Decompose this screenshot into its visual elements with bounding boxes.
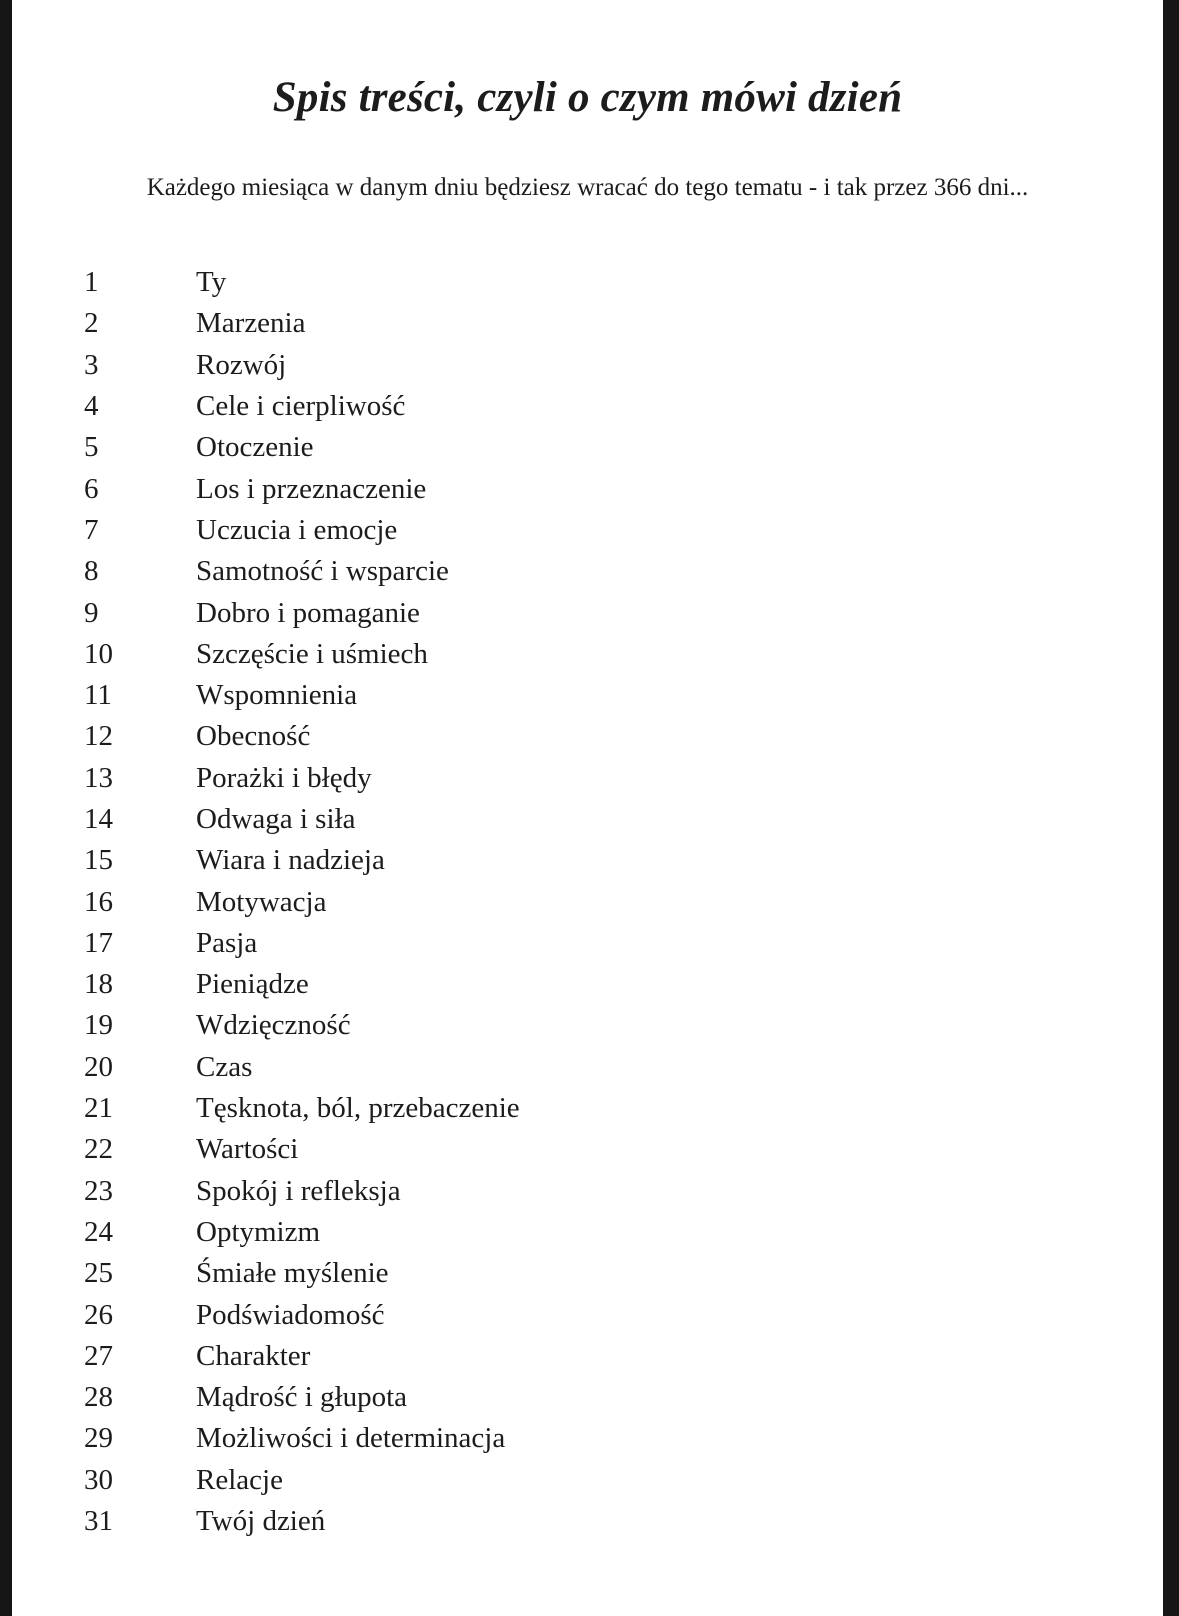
toc-entry xyxy=(84,386,520,427)
toc-entry-label: Tęsknota, ból, przebaczenie xyxy=(196,1092,520,1125)
toc-entry-number: 8 xyxy=(84,555,99,588)
toc-entry-label: Otoczenie xyxy=(196,431,314,464)
toc-entry-number: 12 xyxy=(84,720,113,753)
toc-entry-label: Uczucia i emocje xyxy=(196,513,398,546)
page-subtitle: Każdego miesiąca w danym dniu będziesz wracać do tego tematu - i tak przez 366 dni... xyxy=(146,174,1029,201)
toc-entry xyxy=(84,303,520,344)
toc-entry-number: 27 xyxy=(84,1339,113,1372)
toc-entry-label: Wiara i nadzieja xyxy=(196,844,385,877)
toc-entry-label: Samotność i wsparcie xyxy=(196,555,449,588)
toc-entry-number: 20 xyxy=(84,1050,113,1083)
toc-entry xyxy=(84,1501,520,1542)
toc-entry-label: Relacje xyxy=(196,1463,283,1496)
toc-entry xyxy=(84,1212,520,1253)
toc-entry-number: 9 xyxy=(84,596,99,629)
toc-entry-label: Los i przeznaczenie xyxy=(196,472,427,505)
toc-entry-number: 3 xyxy=(84,348,99,381)
toc-entry-label: Spokój i refleksja xyxy=(196,1174,401,1207)
toc-entry xyxy=(84,881,520,922)
toc-entry xyxy=(84,1171,520,1212)
toc-entry-label: Porażki i błędy xyxy=(196,761,372,794)
toc-entry-number: 11 xyxy=(84,679,112,712)
toc-entry xyxy=(84,1129,520,1170)
toc-entry xyxy=(84,758,520,799)
page-title: Spis treści, czyli o czym mówi dzień xyxy=(272,74,903,121)
toc-entry xyxy=(84,1294,520,1335)
toc-entry-number: 14 xyxy=(84,803,113,835)
toc-entry xyxy=(84,1460,520,1501)
toc-entry xyxy=(84,1377,520,1418)
toc-entry xyxy=(84,634,520,675)
toc-entry-number: 24 xyxy=(84,1215,113,1248)
toc-entry-number: 19 xyxy=(84,1009,113,1042)
toc-entry-number: 28 xyxy=(84,1381,113,1414)
toc-entry-label: Wartości xyxy=(196,1133,299,1166)
toc-entry-number: 21 xyxy=(84,1092,113,1125)
toc-entry-label: Rozwój xyxy=(196,348,287,381)
toc-entry-label: Dobro i pomaganie xyxy=(196,596,420,629)
toc-entry-label: Śmiałe myślenie xyxy=(196,1257,389,1290)
toc-entry-number: 26 xyxy=(84,1298,113,1331)
toc-entry-label: Pasja xyxy=(196,926,258,959)
toc-entry-number: 25 xyxy=(84,1257,113,1290)
toc-entry-number: 6 xyxy=(84,472,99,505)
table-of-contents xyxy=(84,262,520,1542)
toc-entry-number: 23 xyxy=(84,1174,113,1207)
toc-entry-label: Marzenia xyxy=(196,307,306,340)
toc-entry-label: Czas xyxy=(196,1050,253,1083)
toc-entry xyxy=(84,1088,520,1129)
toc-entry-label: Szczęście i uśmiech xyxy=(196,637,428,670)
document-page xyxy=(12,0,1163,1616)
toc-entry-label: Wdzięczność xyxy=(196,1009,351,1042)
toc-entry xyxy=(84,1005,520,1046)
toc-entry xyxy=(84,923,520,964)
toc-entry-number: 7 xyxy=(84,513,99,546)
toc-entry xyxy=(84,799,520,840)
toc-entry-number: 30 xyxy=(84,1463,113,1496)
toc-entry xyxy=(84,551,520,592)
toc-entry xyxy=(84,262,520,303)
toc-entry-label: Pieniądze xyxy=(196,968,309,1001)
toc-entry-label: Możliwości i determinacja xyxy=(196,1422,506,1455)
toc-entry xyxy=(84,510,520,551)
toc-entry-label: Motywacja xyxy=(196,885,327,918)
toc-entry-label: Charakter xyxy=(196,1339,311,1372)
toc-entry-label: Mądrość i głupota xyxy=(196,1381,408,1414)
toc-entry-label: Podświadomość xyxy=(196,1298,385,1331)
toc-entry-label: Twój dzień xyxy=(196,1505,326,1538)
toc-entry-number: 31 xyxy=(84,1505,113,1538)
toc-entry-number: 29 xyxy=(84,1422,113,1455)
toc-entry xyxy=(84,592,520,633)
toc-entry-label: Wspomnienia xyxy=(196,679,358,712)
toc-entry xyxy=(84,675,520,716)
toc-entry-number: 10 xyxy=(84,637,113,670)
toc-entry-label: Optymizm xyxy=(196,1215,321,1248)
toc-entry xyxy=(84,1047,520,1088)
toc-entry-number: 2 xyxy=(84,307,99,340)
toc-entry-number: 22 xyxy=(84,1133,113,1166)
toc-entry-number: 13 xyxy=(84,761,113,794)
toc-entry-number: 18 xyxy=(84,968,113,1001)
toc-entry-label: Cele i cierpliwość xyxy=(196,390,406,423)
toc-entry xyxy=(84,468,520,509)
toc-entry-label: Ty xyxy=(196,266,227,299)
toc-entry-number: 4 xyxy=(84,390,99,423)
toc-entry-label: Odwaga i siła xyxy=(196,803,356,835)
toc-entry-label: Obecność xyxy=(196,720,311,753)
toc-entry-number: 16 xyxy=(84,885,113,918)
toc-entry-number: 5 xyxy=(84,431,99,464)
toc-entry xyxy=(84,1418,520,1459)
toc-entry xyxy=(84,427,520,468)
toc-entry xyxy=(84,345,520,386)
toc-entry-number: 1 xyxy=(84,266,99,299)
toc-entry xyxy=(84,716,520,757)
toc-entry-number: 17 xyxy=(84,926,113,959)
toc-entry xyxy=(84,1253,520,1294)
toc-entry xyxy=(84,1336,520,1377)
toc-entry xyxy=(84,840,520,881)
toc-entry-number: 15 xyxy=(84,844,113,877)
toc-entry xyxy=(84,964,520,1005)
